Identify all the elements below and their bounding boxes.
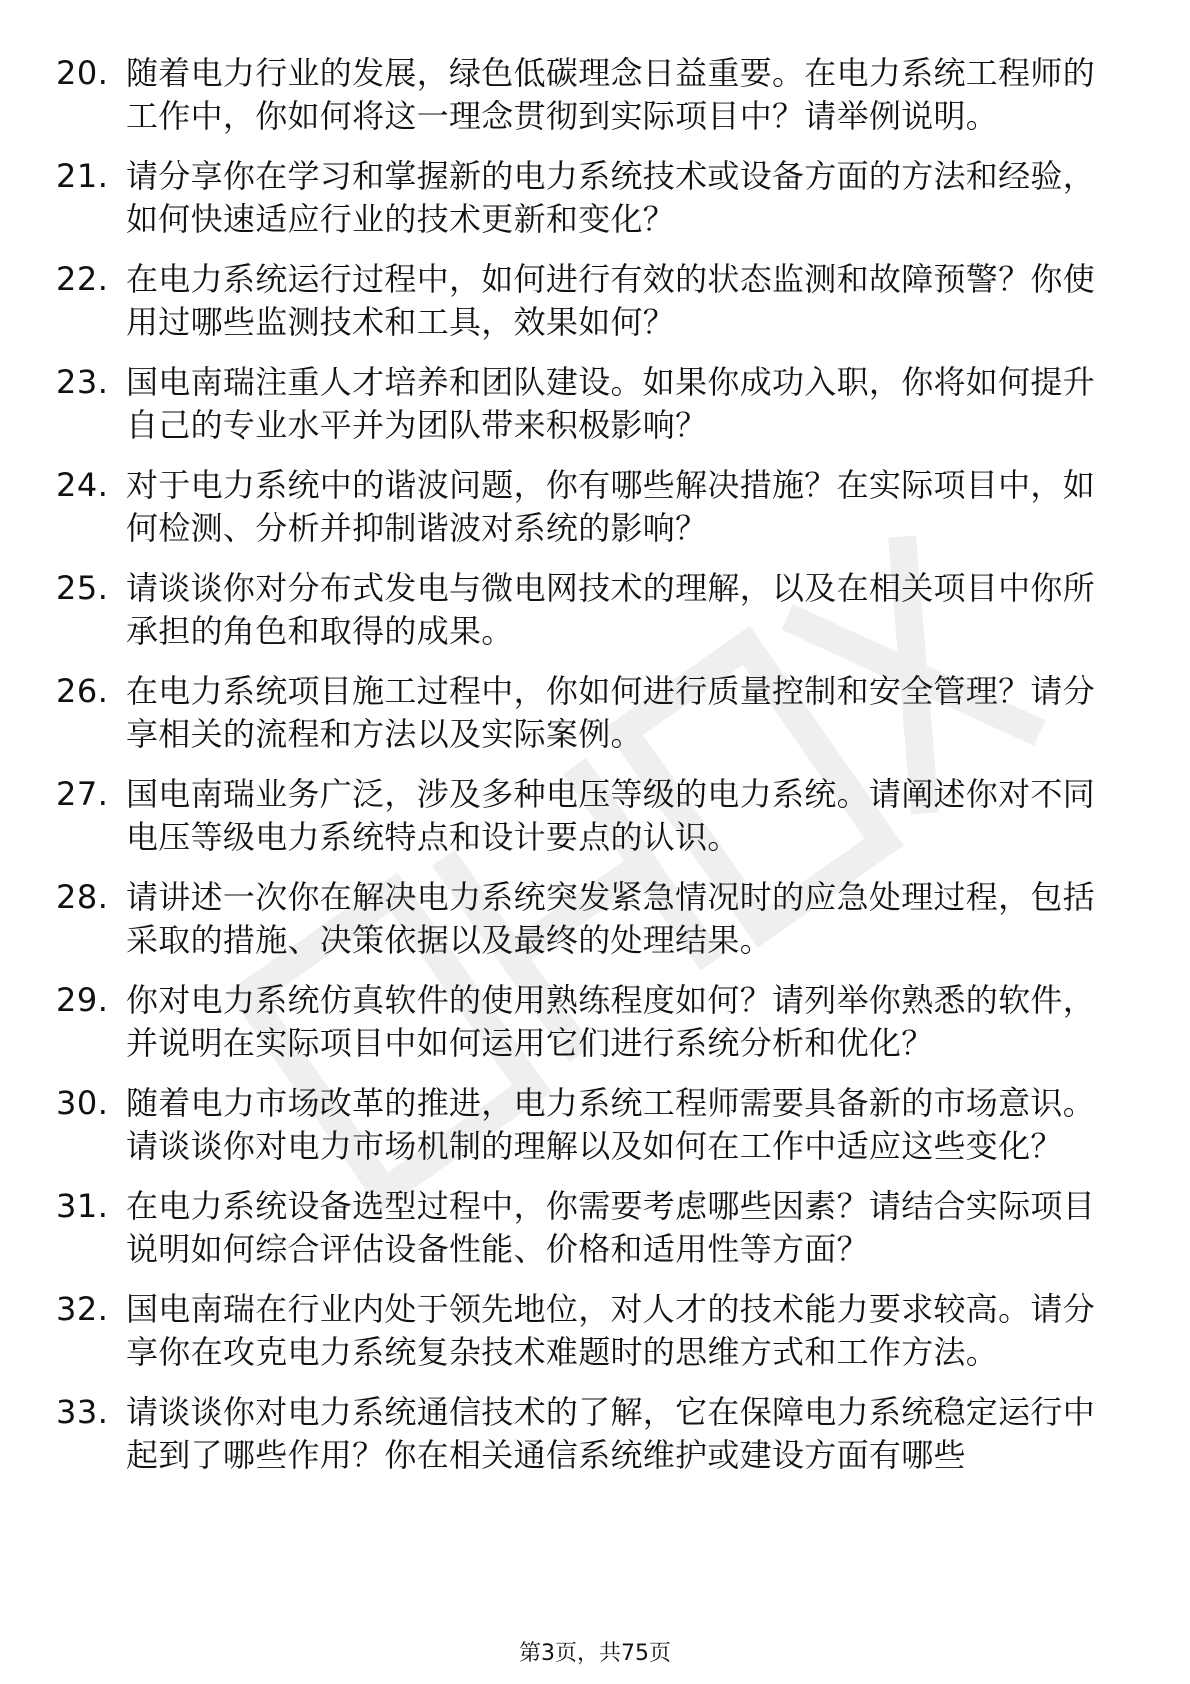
question-text: 在电力系统项目施工过程中，你如何进行质量控制和安全管理？请分享相关的流程和方法以及实际案例。 xyxy=(126,672,1096,753)
question-text: 国电南瑞业务广泛，涉及多种电压等级的电力系统。请阐述你对不同电压等级电力系统特点和设计要点的认识。 xyxy=(126,775,1096,856)
question-text: 请谈谈你对电力系统通信技术的了解，它在保障电力系统稳定运行中起到了哪些作用？你在相关通信系统维护或建设方面有哪些 xyxy=(126,1393,1096,1474)
list-item xyxy=(56,670,1116,756)
list-item xyxy=(56,464,1116,550)
question-text: 请讲述一次你在解决电力系统突发紧急情况时的应急处理过程，包括采取的措施、决策依据以及最终的处理结果。 xyxy=(126,878,1096,959)
list-item xyxy=(56,567,1116,653)
question-text: 在电力系统设备选型过程中，你需要考虑哪些因素？请结合实际项目说明如何综合评估设备性能、价格和适用性等方面？ xyxy=(126,1187,1096,1268)
list-item xyxy=(56,1288,1116,1374)
list-item xyxy=(56,155,1116,241)
question-number: 33. xyxy=(56,1393,109,1431)
question-number: 32. xyxy=(56,1290,109,1328)
question-number: 30. xyxy=(56,1084,109,1122)
question-number: 26. xyxy=(56,672,109,710)
question-text: 随着电力市场改革的推进，电力系统工程师需要具备新的市场意识。请谈谈你对电力市场机制的理解以及如何在工作中适应这些变化？ xyxy=(126,1084,1096,1165)
question-text: 国电南瑞注重人才培养和团队建设。如果你成功入职，你将如何提升自己的专业水平并为团队带来积极影响？ xyxy=(126,363,1096,444)
list-item xyxy=(56,876,1116,962)
list-item xyxy=(56,773,1116,859)
page-footer: 第3页，共75页 xyxy=(519,1641,671,1666)
question-number: 28. xyxy=(56,878,109,916)
question-text: 你对电力系统仿真软件的使用熟练程度如何？请列举你熟悉的软件，并说明在实际项目中如何运用它们进行系统分析和优化？ xyxy=(126,981,1096,1062)
list-item xyxy=(56,1082,1116,1168)
question-text: 在电力系统运行过程中，如何进行有效的状态监测和故障预警？你使用过哪些监测技术和工具，效果如何？ xyxy=(126,260,1096,341)
question-text: 请谈谈你对分布式发电与微电网技术的理解，以及在相关项目中你所承担的角色和取得的成果。 xyxy=(126,569,1096,650)
question-number: 24. xyxy=(56,466,109,504)
list-item xyxy=(56,52,1116,138)
question-text: 国电南瑞在行业内处于领先地位，对人才的技术能力要求较高。请分享你在攻克电力系统复杂技术难题时的思维方式和工作方法。 xyxy=(126,1290,1096,1371)
question-text: 请分享你在学习和掌握新的电力系统技术或设备方面的方法和经验，如何快速适应行业的技术更新和变化？ xyxy=(126,157,1096,238)
question-number: 23. xyxy=(56,363,109,401)
list-item xyxy=(56,979,1116,1065)
question-number: 29. xyxy=(56,981,109,1019)
question-number: 20. xyxy=(56,54,109,92)
list-item xyxy=(56,361,1116,447)
question-text: 随着电力行业的发展，绿色低碳理念日益重要。在电力系统工程师的工作中，你如何将这一理念贯彻到实际项目中？请举例说明。 xyxy=(126,54,1096,135)
question-number: 31. xyxy=(56,1187,109,1225)
question-list xyxy=(56,52,1116,1494)
question-number: 27. xyxy=(56,775,109,813)
list-item xyxy=(56,258,1116,344)
question-text: 对于电力系统中的谐波问题，你有哪些解决措施？在实际项目中，如何检测、分析并抑制谐波对系统的影响？ xyxy=(126,466,1096,547)
list-item xyxy=(56,1391,1116,1477)
question-number: 21. xyxy=(56,157,109,195)
question-number: 22. xyxy=(56,260,109,298)
list-item xyxy=(56,1185,1116,1271)
question-number: 25. xyxy=(56,569,109,607)
